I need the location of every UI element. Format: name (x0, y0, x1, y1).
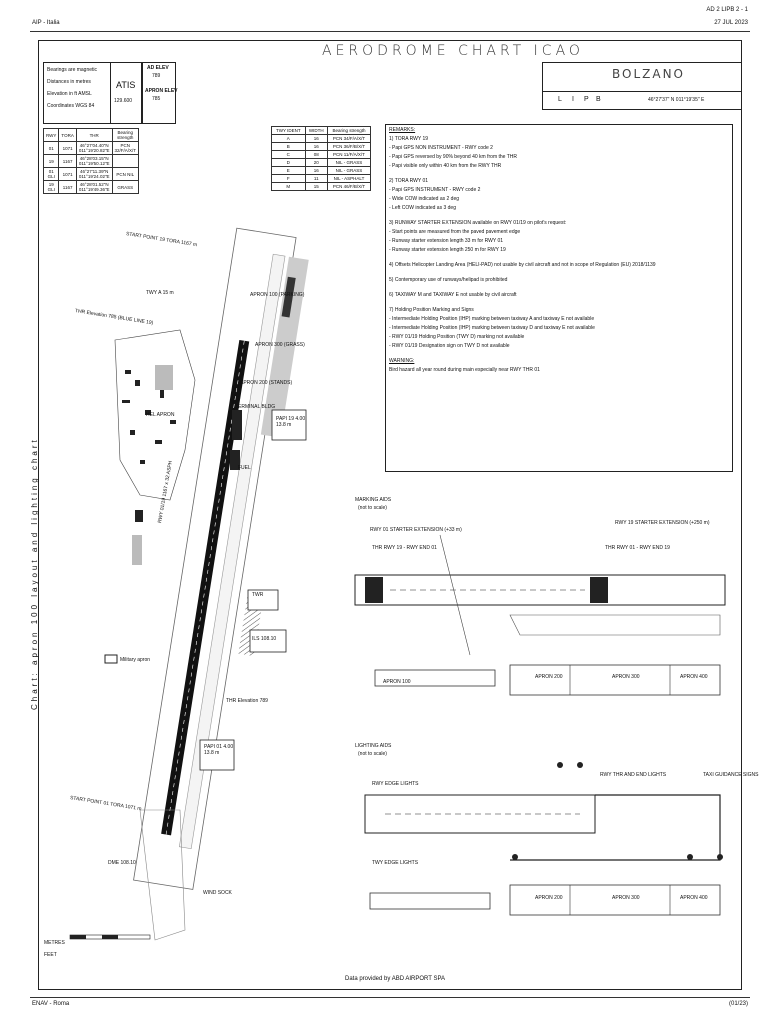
lighting-label: TAXI GUIDANCE SIGNS (703, 772, 759, 778)
remark-item: 5) Contemporary use of runways/helipad is prohibited (389, 277, 508, 283)
rwy-label: RWY 01/19 1167 x 32 ASPH (157, 460, 174, 524)
provided-by: Data provided by ABD AIRPORT SPA (345, 976, 446, 982)
inset-apron (510, 665, 720, 695)
marking-label: THR RWY 19 - RWY END 01 (372, 545, 437, 551)
remark-item: - Papi visible only within 40 km from the RWY THR (389, 163, 502, 169)
remark-item: - Wide COW indicated as 2 deg (389, 196, 460, 202)
inset-taxiway (510, 615, 720, 635)
remarks-title: REMARKS: (389, 127, 416, 133)
marking-subtitle: (not to scale) (358, 505, 387, 511)
marking-title: MARKING AIDS (355, 497, 392, 503)
table-row (44, 181, 139, 194)
cell: 46°28'03.15"N 011°19'50.12"E (76, 155, 112, 168)
table-row (272, 167, 371, 175)
cell: 16 (305, 143, 327, 151)
marking-label: RWY 01 STARTER EXTENSION (+33 m) (370, 527, 462, 533)
header-right-top: AD 2 LIPB 2 - 1 (706, 7, 748, 13)
cell: NIL - ASPHALT (327, 175, 370, 183)
remark-item: 1) TORA RWY 19 (389, 136, 429, 142)
footer-right: (01/23) (728, 1001, 748, 1007)
ad-elev: 789 (152, 73, 161, 79)
cell: 1071 (59, 168, 76, 181)
cell: 20 (305, 159, 327, 167)
cell: 19 GLI (44, 181, 59, 194)
cell: 1167 (59, 155, 76, 168)
aerodrome-coords: 46°27'37" N 011°19'35" E (648, 97, 705, 103)
table-row (272, 151, 371, 159)
cell: PCN 34/F/A/X/T (327, 135, 370, 143)
lighting-label: TWY EDGE LIGHTS (372, 860, 419, 866)
ils-label: ILS 108.10 (252, 636, 277, 642)
twy-th-ident: TWY IDENT (272, 127, 306, 135)
remark-item: 7) Holding Position Marking and Signs (389, 307, 474, 313)
rwy-table (43, 128, 139, 194)
cell: 1167 (59, 181, 76, 194)
table-row (44, 168, 139, 181)
atis-box (110, 62, 142, 124)
twr-label: TWR (252, 592, 264, 598)
cell: PCN 46/F/B/X/T (327, 183, 370, 191)
info-line-4: Coordinates WGS 84 (47, 103, 95, 109)
chart-title: AERODROME CHART ICAO (322, 43, 584, 59)
info-line-3: Elevation in ft AMSL (47, 91, 92, 97)
icao-i: I (572, 96, 574, 103)
atis-freq: 129.600 (114, 98, 133, 104)
cell: 08 (305, 151, 327, 159)
icao-l: L (558, 96, 562, 103)
aerodrome-rule (542, 91, 742, 92)
papi-19-label: PAPI 19 4.00 13.8 m (276, 416, 306, 428)
thr-19-label: THR Elevation 785 (BLUE LINE 19) (74, 308, 154, 327)
warning-text: Bird hazard all year round during main especially near RWY THR 01 (389, 367, 540, 373)
windsock-label: WIND SOCK (203, 890, 232, 896)
apron-elev: 785 (152, 96, 161, 102)
marking-label: APRON 400 (680, 674, 708, 680)
twy-th-bearing: Bearing strength (327, 127, 370, 135)
start-19-label: START POINT 19 TORA 1167 m (125, 231, 198, 249)
table-row (272, 183, 371, 191)
remark-item: - Runway starter extension length 33 m for RWY 01 (389, 238, 504, 244)
lighting-taxiway (510, 795, 720, 860)
cell: PCN 36/F/B/X/T (327, 143, 370, 151)
cell: NIL - GRASS (327, 159, 370, 167)
header-left: AIP - Italia (32, 20, 60, 26)
atis-label: ATIS (116, 80, 136, 90)
cell: A (272, 135, 306, 143)
remark-item: 3) RUNWAY STARTER EXTENSION available on RWY 01/19 on pilot's request: (389, 220, 567, 226)
cell: PCN NIL (112, 168, 139, 181)
apron-300-label: APRON 300 (GRASS) (255, 342, 305, 348)
twy-table (271, 126, 371, 191)
cell: 01 (44, 142, 59, 155)
marking-label: APRON 200 (535, 674, 563, 680)
remarks (389, 127, 729, 376)
cell: 16 (305, 135, 327, 143)
footer-rule (30, 997, 750, 998)
icao-p: P (584, 96, 589, 103)
papi-01-label: PAPI 01 4.00 13.8 m (204, 744, 234, 756)
lighting-apron-100 (370, 893, 490, 909)
start-01-label: START POINT 01 TORA 1071 m (69, 795, 142, 813)
scale-metres: METRES (44, 940, 65, 946)
remark-item: - Runway starter extension length 250 m for RWY 19 (389, 247, 506, 253)
apron-elev-label: APRON ELEV (145, 88, 178, 94)
table-row (44, 142, 139, 155)
table-row (44, 155, 139, 168)
lighting-label: APRON 300 (612, 895, 640, 901)
apron-200-label: APRON 200 (STANDS) (240, 380, 293, 386)
remark-item: - Left COW indicated as 3 deg (389, 205, 456, 211)
remark-item: 4) Offsets Helicopter Landing Area (HELI-PAD) not usable by civil aircraft and not in scope of Regulation (EU) 2018/1139 (389, 262, 656, 268)
table-row (272, 143, 371, 151)
apron-100-label: APRON 100 (PARKING) (250, 292, 305, 298)
remark-item: 6) TAXIWAY M and TAXIWAY E not usable by civil aircraft (389, 292, 517, 298)
header-rule (30, 31, 750, 32)
lighting-subtitle: (not to scale) (358, 751, 387, 757)
heli-label: HEL APRON (146, 412, 175, 418)
lighting-label: APRON 200 (535, 895, 563, 901)
info-line-2: Distances in metres (47, 79, 91, 85)
marking-label: THR RWY 01 - RWY END 19 (605, 545, 670, 551)
scale-feet: FEET (44, 952, 57, 958)
cell: F (272, 175, 306, 183)
cell: 46°28'01.52"N 011°19'49.36"E (76, 181, 112, 194)
marking-label: APRON 300 (612, 674, 640, 680)
marking-label: RWY 19 STARTER EXTENSION (+250 m) (615, 520, 710, 526)
grey-building (155, 365, 173, 390)
table-row (272, 159, 371, 167)
remark-item: - Papi GPS INSTRUMENT - RWY code 2 (389, 187, 481, 193)
legend-label: Military apron (120, 657, 151, 663)
remark-item: - Intermediate Holding Position (IHP) marking between taxiway D and taxiway E not available (389, 325, 595, 331)
cell: 19 (44, 155, 59, 168)
cell: M (272, 183, 306, 191)
fuel-label: FUEL (238, 465, 251, 471)
remark-item: - Papi GPS NON INSTRUMENT - RWY code 2 (389, 145, 493, 151)
twy-a-label: TWY A 15 m (146, 290, 174, 296)
warning-title: WARNING: (389, 358, 415, 364)
cell: E (272, 167, 306, 175)
cell: PCN 11/F/A/X/T (327, 151, 370, 159)
thr-01-label: THR Elevation 789 (226, 698, 268, 704)
lighting-label: RWY THR AND END LIGHTS (600, 772, 667, 778)
terminal-label: TERMINAL BLDG (235, 404, 276, 410)
rwy-th-rwy: RWY (44, 129, 59, 142)
cell: GRASS (112, 181, 139, 194)
remark-item: - Start points are measured from the paved pavement edge (389, 229, 521, 235)
inset-thr-01 (590, 577, 608, 603)
rwy-th-bearing: Bearing strength (112, 129, 139, 142)
cell (112, 155, 139, 168)
cell: C (272, 151, 306, 159)
lighting-label: APRON 400 (680, 895, 708, 901)
side-label: Chart: apron 100 layout and lighting chart (30, 437, 39, 710)
lighting-inset (350, 760, 735, 975)
icao-b: B (596, 96, 601, 103)
table-row (272, 135, 371, 143)
cell: NIL - GRASS (327, 167, 370, 175)
cell: B (272, 143, 306, 151)
remark-item: - Papi GPS reversed by 90% beyond 40 km from the THR (389, 154, 518, 160)
lighting-title: LIGHTING AIDS (355, 743, 392, 749)
aerodrome-name: BOLZANO (612, 67, 686, 81)
legend-swatch (105, 655, 117, 663)
inset-thr-19 (365, 577, 383, 603)
header-date: 27 JUL 2023 (714, 20, 748, 26)
twy-th-width: WIDTH (305, 127, 327, 135)
remark-item: 2) TORA RWY 01 (389, 178, 429, 184)
rwy-th-tora: TORA (59, 129, 76, 142)
cell: 11 (305, 175, 327, 183)
remark-item: - Intermediate Holding Position (IHP) marking between taxiway A and taxiway E not available (389, 316, 595, 322)
rwy-th-thr: THR (76, 129, 112, 142)
cell: 46°27'11.39"N 011°19'24.02"E (76, 168, 112, 181)
cell: 15 (305, 183, 327, 191)
ad-elev-label: AD ELEV (147, 65, 169, 71)
table-row (272, 175, 371, 183)
info-line-1: Bearings are magnetic (47, 67, 98, 73)
remark-item: - RWY 01/19 Holding Position (TWY D) marking not available (389, 334, 525, 340)
cell: 46°27'04.40"N 011°19'20.82"E (76, 142, 112, 155)
cell: PCN 32/F/A/X/T (112, 142, 139, 155)
fuel-marker (232, 410, 242, 440)
cell: 1071 (59, 142, 76, 155)
cell: D (272, 159, 306, 167)
footer-left: ENAV - Roma (32, 1001, 70, 1007)
dme-label: DME 108.10 (108, 860, 136, 866)
cell: 16 (305, 167, 327, 175)
marking-label: APRON 100 (383, 679, 411, 685)
lighting-label: RWY EDGE LIGHTS (372, 781, 419, 787)
aerodrome-map (60, 210, 380, 970)
cell: 01 GLI (44, 168, 59, 181)
remark-item: - RWY 01/19 Designation sign on TWY D not available (389, 343, 510, 349)
